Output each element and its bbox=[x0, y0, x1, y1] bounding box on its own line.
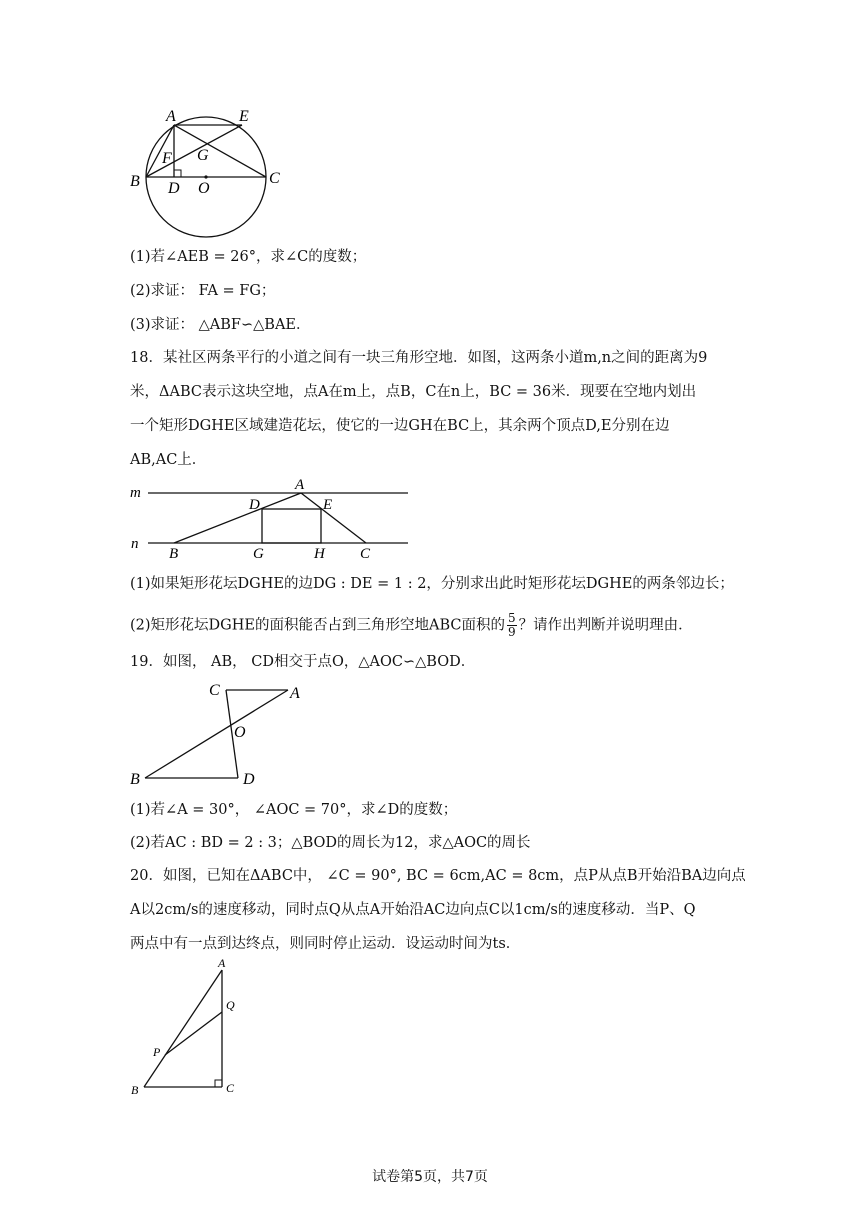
right-angle-mark bbox=[174, 170, 181, 177]
label-c: C bbox=[209, 682, 220, 699]
figure-circle bbox=[125, 105, 300, 260]
q18-line1: 18．某社区两条平行的小道之间有一块三角形空地．如图，这两条小道m,n之间的距离为9 bbox=[130, 350, 708, 366]
q18-line2: 米，ΔABC表示这块空地，点A在m上，点B，C在n上，BC = 36米．现要在空地内划出 bbox=[130, 384, 697, 400]
q19-part2: (2)若AC : BD = 2 : 3；△BOD的周长为12，求△AOC的周长 bbox=[130, 835, 531, 851]
label-c: C bbox=[269, 170, 280, 187]
label-c: C bbox=[226, 1081, 235, 1095]
center-dot bbox=[204, 175, 207, 178]
label-d: D bbox=[249, 497, 260, 513]
figure-right-triangle bbox=[125, 955, 250, 1100]
label-e: E bbox=[239, 108, 249, 125]
label-b: B bbox=[130, 771, 140, 786]
label-c: C bbox=[360, 546, 371, 562]
segment-ac bbox=[301, 493, 366, 543]
label-d: D bbox=[168, 180, 180, 197]
label-a: A bbox=[295, 477, 305, 493]
q17-part3: (3)求证： △ABF∽△BAE． bbox=[130, 317, 311, 333]
q18-part2-text: (2)矩形花坛DGHE的面积能否占到三角形空地ABC面积的 bbox=[130, 617, 505, 634]
label-b: B bbox=[169, 546, 179, 562]
q19-line1: 19．如图， AB， CD相交于点O，△AOC∽△BOD． bbox=[130, 654, 476, 670]
segment-ac bbox=[174, 125, 266, 177]
label-b: B bbox=[131, 1083, 139, 1097]
figure-garden bbox=[125, 476, 415, 562]
fraction-five-ninths bbox=[507, 612, 517, 639]
fraction-numerator: 5 bbox=[507, 611, 516, 625]
q20-line1: 20．如图，已知在ΔABC中， ∠C = 90°, BC = 6cm,AC = 8cm，点P从点B开始沿BA边向点 bbox=[130, 868, 746, 884]
label-a: A bbox=[290, 685, 300, 702]
label-h: H bbox=[314, 546, 325, 562]
q17-part2: (2)求证： FA = FG； bbox=[130, 283, 276, 299]
label-n: n bbox=[131, 536, 139, 552]
label-a: A bbox=[166, 108, 176, 125]
q18-part1: (1)如果矩形花坛DGHE的边DG : DE = 1 : 2，分别求出此时矩形花坛DGHE的两条邻边长； bbox=[130, 576, 734, 592]
label-f: F bbox=[162, 150, 172, 167]
q18-part2 bbox=[130, 612, 693, 639]
q20-line2: A以2cm/s的速度移动，同时点Q从点A开始沿AC边向点C以1cm/s的速度移动．当P、Q bbox=[130, 902, 696, 918]
rectangle-dghe bbox=[262, 509, 321, 543]
label-d: D bbox=[243, 771, 255, 786]
q20-line3: 两点中有一点到达终点，则同时停止运动．设运动时间为ts． bbox=[130, 936, 521, 952]
q18-line3: 一个矩形DGHE区域建造花坛，使它的一边GH在BC上，其余两个顶点D,E分别在边 bbox=[130, 418, 670, 434]
label-e: E bbox=[323, 497, 333, 513]
q18-line4: AB,AC上． bbox=[130, 452, 207, 468]
segment-ab bbox=[144, 970, 222, 1087]
right-angle-mark bbox=[215, 1080, 222, 1087]
label-g: G bbox=[253, 546, 264, 562]
figure-triangles bbox=[125, 678, 300, 786]
label-o: O bbox=[198, 180, 210, 197]
label-p: P bbox=[153, 1045, 161, 1059]
segment-pq bbox=[165, 1012, 222, 1055]
segment-ab bbox=[174, 493, 301, 543]
segment-ab bbox=[145, 690, 288, 778]
q17-part1: (1)若∠AEB = 26°，求∠C的度数； bbox=[130, 249, 367, 265]
q19-part1: (1)若∠A = 30°， ∠AOC = 70°，求∠D的度数； bbox=[130, 802, 458, 818]
page-footer: 试卷第5页，共7页 bbox=[372, 1169, 488, 1185]
label-g: G bbox=[197, 147, 209, 164]
label-m: m bbox=[130, 485, 141, 501]
q18-part2-tail: ？请作出判断并说明理由． bbox=[518, 617, 693, 634]
label-q: Q bbox=[226, 998, 235, 1012]
label-b: B bbox=[130, 173, 140, 190]
label-o: O bbox=[234, 724, 246, 741]
fraction-denominator: 9 bbox=[507, 625, 516, 639]
label-a: A bbox=[218, 956, 226, 970]
